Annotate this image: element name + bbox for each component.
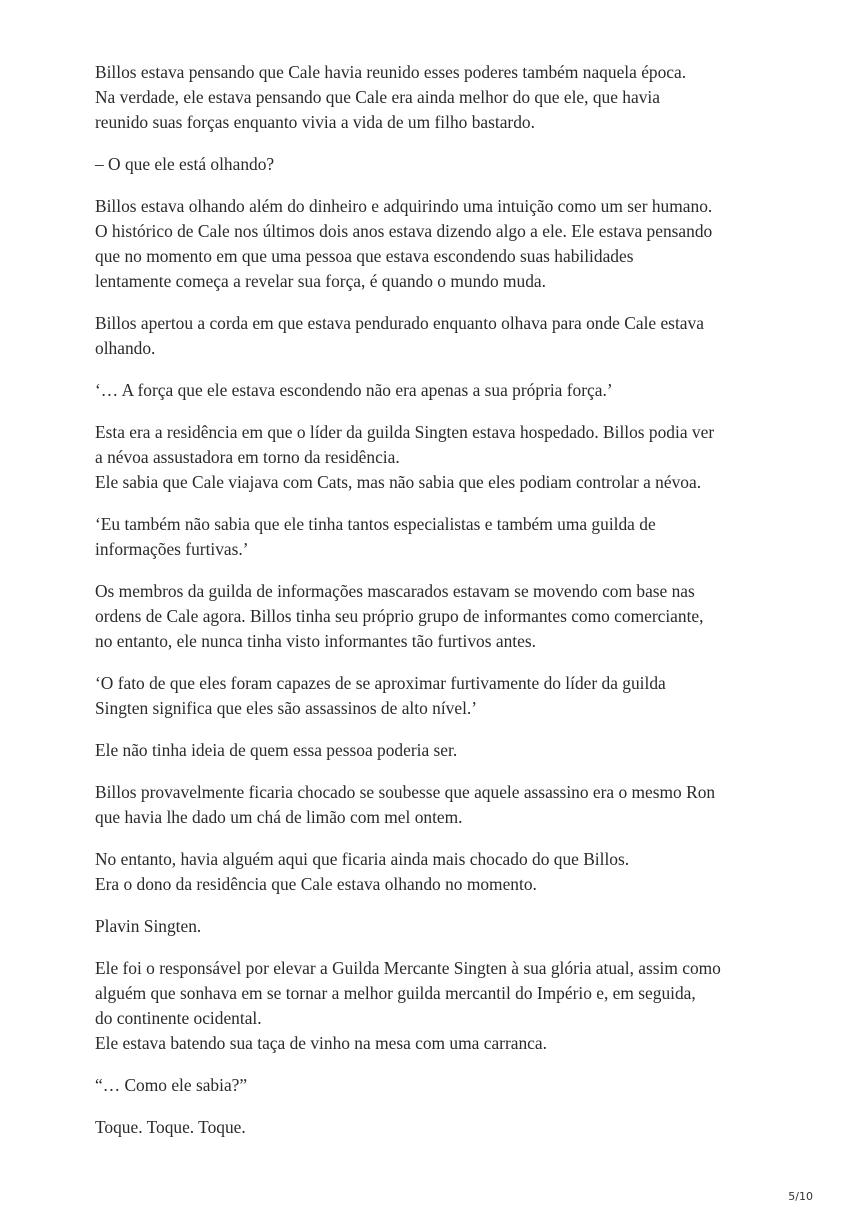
text-line: ‘Eu também não sabia que ele tinha tantos especialistas e também uma guilda de — [95, 514, 656, 534]
paragraph — [95, 311, 795, 361]
paragraph — [95, 671, 795, 721]
text-line: Billos estava pensando que Cale havia reunido esses poderes também naquela época. — [95, 62, 687, 82]
paragraph — [95, 378, 795, 403]
text-line: ‘O fato de que eles foram capazes de se aproximar furtivamente do líder da guilda — [95, 673, 666, 693]
paragraph — [95, 579, 795, 654]
text-line: Billos apertou a corda em que estava pendurado enquanto olhava para onde Cale estava — [95, 313, 704, 333]
paragraph — [95, 1115, 795, 1140]
text-line: que no momento em que uma pessoa que estava escondendo suas habilidades — [95, 246, 634, 266]
paragraph — [95, 780, 795, 830]
text-line: informações furtivas.’ — [95, 539, 249, 559]
text-line: Billos estava olhando além do dinheiro e adquirindo uma intuição como um ser humano. — [95, 196, 713, 216]
text-line: reunido suas forças enquanto vivia a vida de um filho bastardo. — [95, 112, 535, 132]
text-line: Era o dono da residência que Cale estava olhando no momento. — [95, 874, 537, 894]
paragraph — [95, 512, 795, 562]
text-line: alguém que sonhava em se tornar a melhor guilda mercantil do Império e, em seguida, — [95, 983, 696, 1003]
text-line: “… Como ele sabia?” — [95, 1075, 248, 1095]
paragraph — [95, 914, 795, 939]
text-line: Ele foi o responsável por elevar a Guilda Mercante Singten à sua glória atual, assim como — [95, 958, 721, 978]
text-line: ‘… A força que ele estava escondendo não era apenas a sua própria força.’ — [95, 380, 613, 400]
text-line: Esta era a residência em que o líder da guilda Singten estava hospedado. Billos podia ver — [95, 422, 715, 442]
paragraph — [95, 956, 795, 1056]
page-number: 5/10 — [788, 1190, 813, 1203]
text-line: Ele estava batendo sua taça de vinho na mesa com uma carranca. — [95, 1033, 547, 1053]
paragraph — [95, 152, 795, 177]
text-line: Singten significa que eles são assassinos de alto nível.’ — [95, 698, 478, 718]
text-line: – O que ele está olhando? — [95, 154, 275, 174]
text-line: Os membros da guilda de informações mascarados estavam se movendo com base nas — [95, 581, 695, 601]
text-line: Billos provavelmente ficaria chocado se soubesse que aquele assassino era o mesmo Ron — [95, 782, 716, 802]
text-line: olhando. — [95, 338, 156, 358]
text-line: O histórico de Cale nos últimos dois anos estava dizendo algo a ele. Ele estava pensando — [95, 221, 713, 241]
text-line: No entanto, havia alguém aqui que ficaria ainda mais chocado do que Billos. — [95, 849, 630, 869]
paragraph — [95, 1073, 795, 1098]
text-line: Plavin Singten. — [95, 916, 202, 936]
paragraph — [95, 738, 795, 763]
document-page — [95, 60, 795, 1157]
text-line: Ele sabia que Cale viajava com Cats, mas não sabia que eles podiam controlar a névoa. — [95, 472, 702, 492]
paragraph — [95, 60, 795, 135]
text-line: do continente ocidental. — [95, 1008, 262, 1028]
text-line: ordens de Cale agora. Billos tinha seu próprio grupo de informantes como comerciante, — [95, 606, 704, 626]
text-line: que havia lhe dado um chá de limão com mel ontem. — [95, 807, 463, 827]
paragraph — [95, 420, 795, 495]
text-line: no entanto, ele nunca tinha visto informantes tão furtivos antes. — [95, 631, 536, 651]
text-line: Ele não tinha ideia de quem essa pessoa poderia ser. — [95, 740, 458, 760]
text-line: a névoa assustadora em torno da residência. — [95, 447, 400, 467]
document-body — [95, 60, 795, 1140]
paragraph — [95, 847, 795, 897]
paragraph — [95, 194, 795, 294]
text-line: Na verdade, ele estava pensando que Cale era ainda melhor do que ele, que havia — [95, 87, 660, 107]
text-line: lentamente começa a revelar sua força, é quando o mundo muda. — [95, 271, 546, 291]
text-line: Toque. Toque. Toque. — [95, 1117, 246, 1137]
